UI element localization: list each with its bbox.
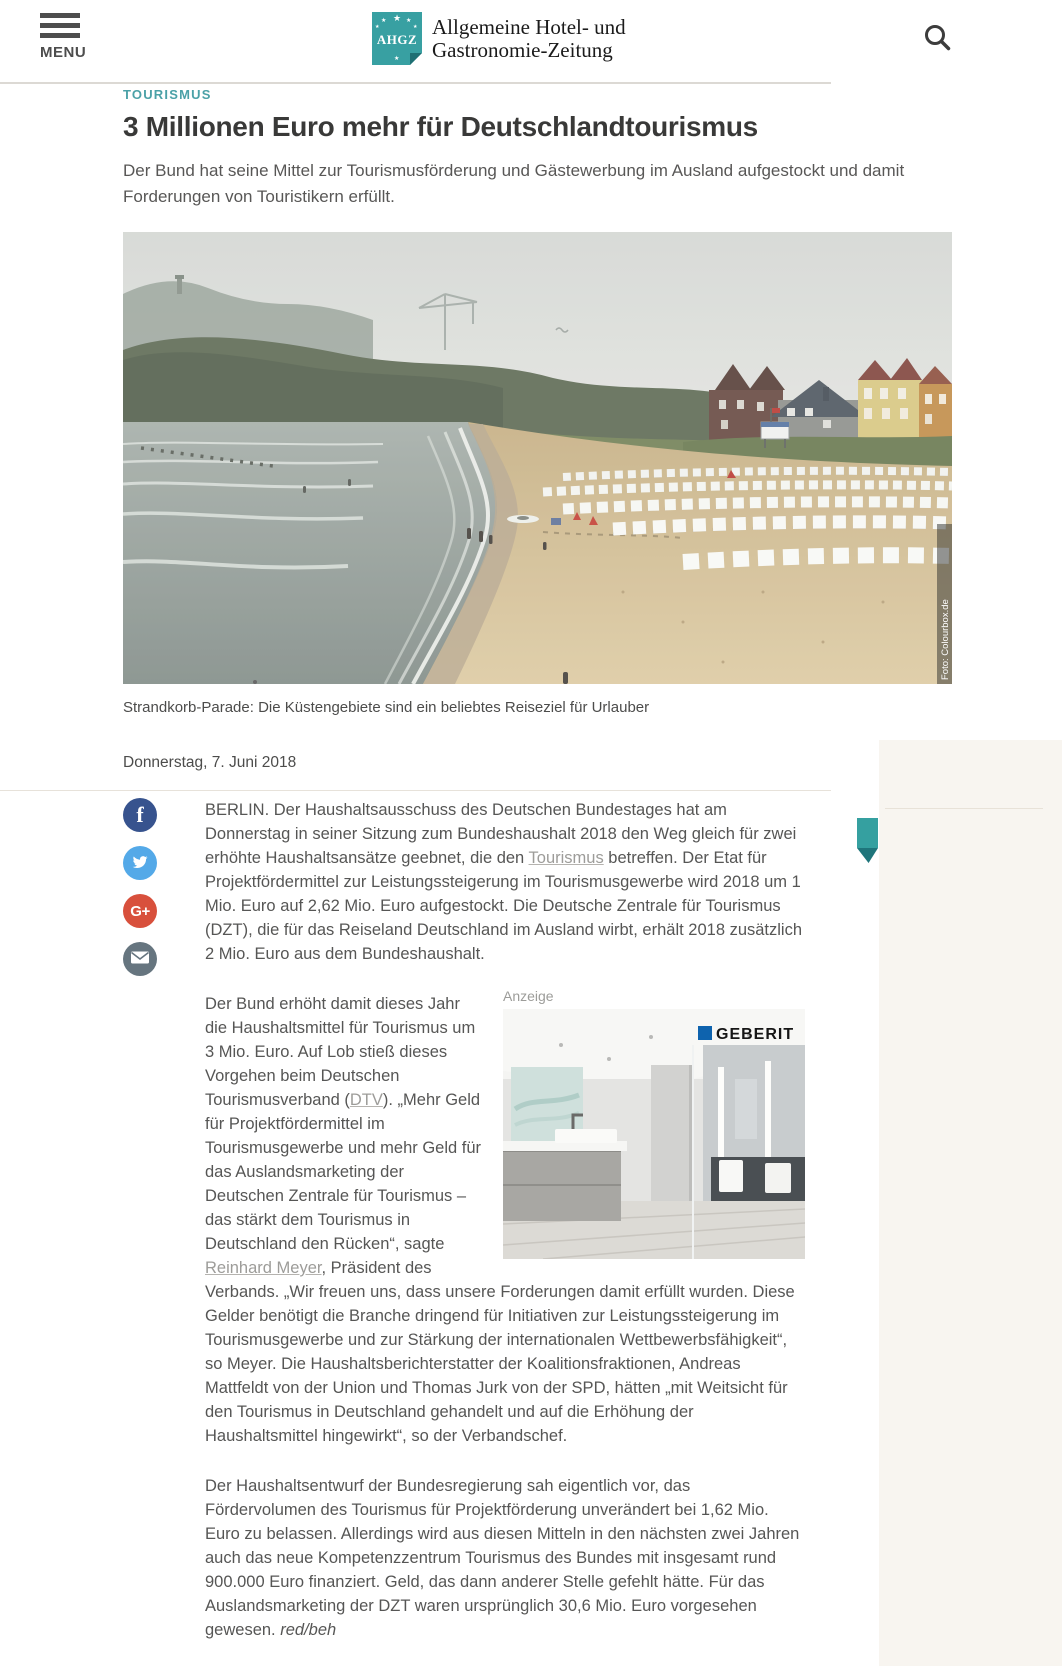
facebook-icon: f <box>136 802 144 827</box>
side-panel-background <box>879 740 1062 1666</box>
lede: Der Bund hat seine Mittel zur Tourismusförderung und Gästewerbung im Ausland aufgestockt und damit Forderungen von Touristikern erfüllt. <box>123 161 905 206</box>
geberit-logo: GEBERIT <box>716 1026 795 1043</box>
text-segment: Der Haushaltsentwurf der Bundesregierung sah eigentlich vor, das Fördervolumen des Tourismus für Projektförderung unverändert bei 1,62 Mio. Euro zu belassen. Allerdings wird aus diesen Mitteln in den nächsten zwei Jahren auch das neue Kompetenzzentrum Tourismus des Bundes mit insgesamt rund 900.000 Euro finanziert. Geld, das dann anderer Stelle gefehlt hätte. Für das Auslandsmarketing der DZT waren ursprünglich 30,6 Mio. Euro vorgesehen gewesen. <box>205 1477 800 1639</box>
envelope-icon <box>130 950 150 968</box>
site-header <box>0 0 1062 82</box>
menu-label: MENU <box>40 44 87 61</box>
share-toolbar <box>123 798 157 990</box>
search-button[interactable] <box>922 22 952 55</box>
advertisement <box>503 988 805 1259</box>
inline-link[interactable]: DTV <box>349 1091 383 1109</box>
star-icon: ★ <box>406 18 412 24</box>
content-divider <box>0 790 831 791</box>
ad-label: Anzeige <box>503 988 554 1004</box>
paragraph <box>205 1474 805 1642</box>
hero-caption: Strandkorb-Parade: Die Küstengebiete sind ein beliebtes Reiseziel für Urlauber <box>123 699 650 716</box>
star-icon: ★ <box>375 24 380 30</box>
site-logo[interactable] <box>372 12 626 65</box>
inline-link[interactable]: Tourismus <box>528 849 604 867</box>
logo-abbr: AHGZ <box>376 32 418 47</box>
logo-title: Allgemeine Hotel- und Gastronomie-Zeitung <box>432 14 626 62</box>
menu-button[interactable] <box>40 13 86 61</box>
search-icon <box>922 40 952 55</box>
author-signature: red/beh <box>280 1621 337 1639</box>
photo-credit: Foto: Colourbox.de <box>940 599 951 680</box>
paragraph <box>205 798 805 966</box>
side-divider <box>885 808 1043 809</box>
article-body <box>205 798 805 1666</box>
googleplus-icon: G+ <box>130 902 150 920</box>
twitter-bird-icon <box>131 853 149 874</box>
text-segment: , Präsident des Verbands. „Wir freuen uns, dass unsere Forderungen damit erfüllt wurden. Diese Gelder benötigt die Branche dringend für Initiativen zur Leistungssteigerung im Tourismusgewerbe und zur Stärkung der internationalen Wettbewerbsfähigkeit“, so Meyer. Die Haushaltsberichterstatter der Koalitionsfraktionen, Andreas Mattfeldt von der Union und Thomas Jurk von der SPD, hätten „mit Weitsicht für den Tourismus in Deutschland gehandelt und auf die Erhöhung der Haushaltsmittel hingewirkt“, so der Verbandschef. <box>205 1259 795 1445</box>
category-label[interactable]: TOURISMUS <box>123 87 212 102</box>
headline: 3 Millionen Euro mehr für Deutschlandtourismus <box>123 111 758 142</box>
star-icon: ★ <box>394 56 400 62</box>
star-icon: ★ <box>413 24 418 30</box>
share-twitter-button[interactable] <box>123 846 157 880</box>
text-segment: BERLIN. Der Haushaltsausschuss des Deutschen Bundestages hat am Donnerstag in seiner Sitzung zum Bundeshaushalt 2018 den Weg gleich für zwei erhöhte Haushaltsansätze geebnet, die den <box>205 801 797 867</box>
inline-link[interactable]: Reinhard Meyer <box>205 1259 322 1277</box>
share-facebook-button[interactable] <box>123 798 157 832</box>
ad-image[interactable] <box>503 1009 805 1259</box>
share-googleplus-button[interactable] <box>123 894 157 928</box>
text-segment: betreffen. Der Etat für Projektfördermittel zur Leistungssteigerung im Tourismusgewerbe wird 2018 um 1 Mio. Euro auf 2,62 Mio. Euro aufgestockt. Die Deutsche Zentrale für Tourismus (DZT), die für das Reiseland Deutschland im Ausland wirbt, erhält 2018 zusätzlich 2 Mio. Euro aus dem Bundeshaushalt. <box>205 849 803 963</box>
share-email-button[interactable] <box>123 942 157 976</box>
article-date: Donnerstag, 7. Juni 2018 <box>123 754 297 771</box>
star-icon: ★ <box>381 18 387 24</box>
text-segment: Der Bund erhöht damit dieses Jahr die Haushaltsmittel für Tourismus um 3 Mio. Euro. Auf Lob stieß dieses Vorgehen beim Deutschen Tourismusverband ( <box>205 995 476 1109</box>
hamburger-icon <box>40 13 86 38</box>
hero-image <box>123 232 952 684</box>
star-icon: ★ <box>393 13 402 23</box>
ahgz-logo-mark <box>372 12 422 65</box>
text-segment: ). „Mehr Geld für Projektfördermittel im Tourismusgewerbe und mehr Geld für das Auslandsmarketing der Deutschen Zentrale für Tourismus – das stärkt dem Tourismus in Deutschland den Rücken“, sagte <box>205 1091 482 1253</box>
bookmark-ribbon-icon[interactable] <box>857 818 878 848</box>
